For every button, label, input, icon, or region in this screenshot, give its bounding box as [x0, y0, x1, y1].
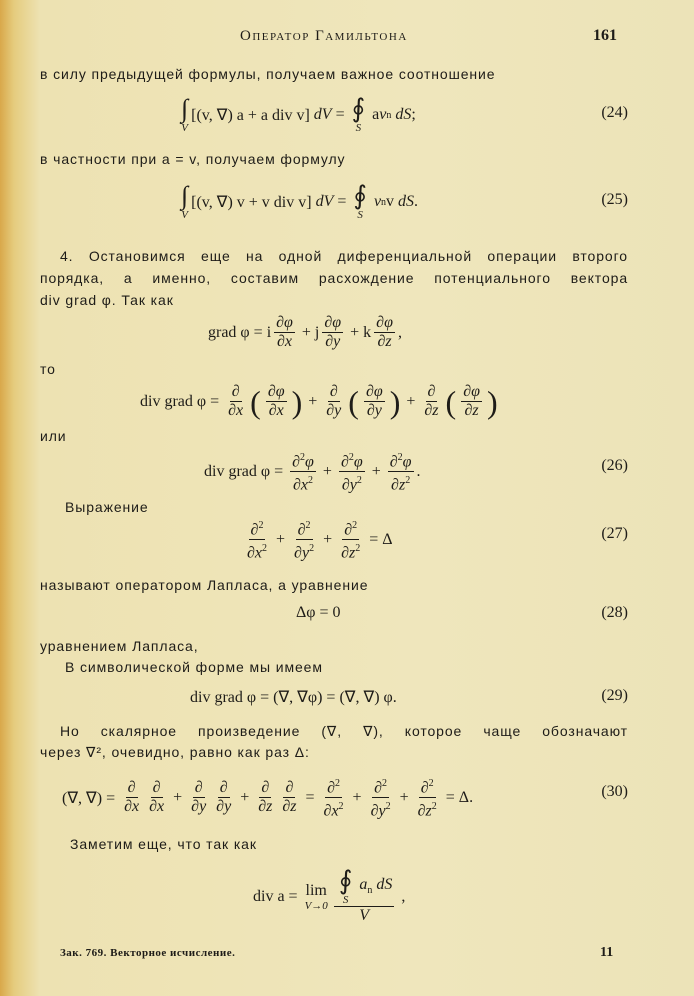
fraction-denominator: [339, 540, 362, 562]
integral-limit: S: [342, 894, 349, 906]
math-fraction: [290, 449, 316, 495]
math-variable: ∂: [194, 779, 203, 797]
math-text: .: [414, 193, 419, 210]
fraction-numerator: [374, 314, 395, 333]
fraction-denominator: [226, 402, 245, 420]
math-variable: ∂: [374, 779, 383, 797]
math-variable: ∂y: [366, 402, 382, 419]
math-text: + k: [346, 323, 372, 341]
equation-27: [242, 517, 393, 563]
math-text: ,: [397, 887, 406, 905]
paragraph-line: через ∇², очевидно, равно как раз Δ:: [40, 744, 310, 760]
math-variable: dS: [398, 193, 415, 210]
math-text: ;: [411, 106, 416, 123]
math-fraction: [274, 314, 295, 351]
math-superscript: 2: [431, 801, 437, 813]
text-line: Заметим еще, что так как: [70, 836, 257, 852]
fraction-numerator: [322, 314, 343, 333]
text-line: в силу предыдущей формулы, получаем важное соотношение: [40, 66, 496, 82]
math-superscript: 2: [397, 452, 403, 463]
paragraph-line: Но скалярное произведение (∇, ∇), которое чаще обозначают: [60, 723, 628, 739]
equation-number: (25): [601, 191, 628, 208]
math-superscript: 2: [334, 778, 340, 789]
math-superscript: 2: [308, 475, 314, 487]
limit: [305, 882, 328, 912]
math-variable: dV: [313, 106, 332, 123]
div-grad-equation: [140, 383, 500, 420]
math-superscript: 2: [258, 520, 264, 531]
math-fraction: [266, 383, 287, 420]
math-variable: ∂x: [124, 798, 140, 816]
math-variable: ∂y: [216, 798, 232, 816]
math-text: .: [416, 462, 421, 480]
fraction-numerator: [372, 775, 389, 798]
fraction-denominator: [463, 402, 481, 420]
math-fraction: [339, 517, 362, 563]
limit-subscript: V→0: [304, 899, 328, 912]
paragraph-line: 4. Остановимся еще на одной диференциальной операции второго: [60, 248, 628, 264]
math-superscript: 2: [338, 801, 344, 813]
math-parenthesis: ): [389, 383, 401, 420]
math-text: + j: [297, 323, 320, 341]
math-text: +: [367, 462, 385, 480]
math-variable: ∂: [340, 453, 349, 471]
math-variable: ∂φ: [324, 314, 342, 331]
math-fraction: [189, 779, 208, 816]
math-fraction: [322, 314, 343, 351]
math-fraction: [122, 779, 141, 816]
math-variable: ∂y: [370, 802, 386, 820]
fraction-denominator: [369, 798, 393, 820]
math-fraction: [245, 517, 269, 563]
fraction-numerator: [419, 775, 436, 798]
fraction-numerator: [249, 517, 266, 540]
integral-sign-icon: ∮: [353, 181, 367, 210]
fraction-numerator: [259, 779, 271, 798]
fraction-numerator: [325, 775, 342, 798]
fraction-numerator: [126, 779, 138, 798]
math-variable: ∂: [285, 779, 294, 797]
math-variable: ∂x: [228, 402, 244, 419]
integral-sign-icon: ∮: [338, 866, 353, 895]
fraction-denominator: [357, 907, 371, 925]
math-variable: ∂x: [268, 402, 284, 419]
running-header-title: Оператор Гамильтона: [240, 28, 408, 44]
fraction-numerator: [426, 383, 438, 402]
fraction-numerator: [339, 449, 365, 472]
math-fraction: [461, 383, 482, 420]
fraction-numerator: [334, 868, 395, 907]
fraction-numerator: [461, 383, 482, 402]
fraction-denominator: [147, 798, 166, 816]
math-variable: a: [359, 876, 368, 893]
math-fraction: [324, 383, 343, 420]
math-variable: ∂: [327, 779, 335, 797]
math-fraction: [334, 868, 395, 925]
math-text: +: [318, 462, 336, 480]
divergence-limit-equation: [253, 868, 405, 925]
text-line: то: [40, 361, 56, 377]
math-text: =: [333, 193, 351, 210]
math-variable: ∂φ: [376, 314, 393, 331]
math-text: ,: [397, 323, 402, 341]
math-variable: ∂: [297, 521, 306, 539]
math-variable: ∂φ: [267, 383, 285, 400]
math-fraction: [322, 775, 346, 821]
math-variable: ∂x: [293, 476, 309, 494]
integral-limit: V: [181, 209, 188, 221]
fraction-denominator: [292, 540, 316, 562]
math-variable: ∂: [127, 779, 136, 797]
math-text: =: [301, 788, 319, 806]
fraction-denominator: [291, 472, 315, 494]
math-superscript: 2: [382, 778, 388, 789]
signature-number: 11: [600, 945, 614, 960]
math-text: +: [236, 788, 254, 806]
math-variable: v: [379, 106, 387, 123]
math-variable: ∂z: [417, 802, 432, 820]
text-line: в частности при a = v, получаем формулу: [40, 151, 346, 167]
paragraph-line: порядка, а именно, составим расхождение потенциального вектора: [40, 270, 628, 286]
fraction-numerator: [290, 449, 316, 472]
math-text: +: [304, 392, 322, 410]
fraction-numerator: [388, 449, 414, 472]
fraction-denominator: [189, 798, 208, 816]
math-fraction: [369, 775, 393, 821]
contour-integral: [339, 868, 353, 906]
fraction-denominator: [122, 798, 141, 816]
fraction-denominator: [256, 798, 274, 816]
math-variable: ∂φ: [365, 383, 383, 400]
math-parenthesis: (: [250, 383, 261, 420]
fraction-denominator: [416, 798, 439, 820]
grad-equation: [208, 314, 402, 351]
fraction-denominator: [323, 333, 342, 351]
fraction-numerator: [283, 779, 295, 798]
text-line: В символической форме мы имеем: [65, 659, 323, 675]
equation-25: [178, 183, 418, 221]
math-fraction: [364, 383, 385, 420]
fraction-numerator: [364, 383, 385, 402]
math-text: +: [395, 788, 413, 806]
footer-signature: Зак. 769. Векторное исчисление.: [60, 947, 236, 959]
math-variable: φ: [305, 453, 314, 471]
equation-number: (27): [601, 525, 628, 542]
math-text: div grad φ =: [140, 392, 224, 410]
math-variable: ∂: [427, 383, 436, 400]
integral: [181, 96, 188, 134]
fraction-numerator: [296, 517, 313, 540]
integral-sign-icon: ∮: [351, 94, 366, 123]
math-subscript: n: [381, 196, 387, 208]
math-superscript: 2: [262, 543, 268, 555]
equation-29: [190, 687, 397, 707]
equation-number: (30): [601, 783, 628, 800]
math-parenthesis: ): [291, 383, 303, 420]
text-line: уравнением Лапласа,: [40, 638, 199, 654]
integral-limit: V: [181, 122, 188, 134]
math-text: grad φ = i: [208, 323, 272, 341]
math-variable: ∂z: [424, 402, 439, 419]
math-fraction: [339, 449, 365, 495]
math-text: (∇, ∇) =: [62, 789, 120, 807]
fraction-numerator: [218, 779, 230, 798]
integral-sign-icon: ∫: [181, 181, 189, 210]
fraction-denominator: [324, 402, 343, 420]
paragraph-line: div grad φ. Так как: [40, 292, 174, 308]
math-fraction: [416, 775, 439, 821]
math-variable: ∂z: [377, 333, 392, 350]
fraction-denominator: [214, 798, 233, 816]
integral-sign-icon: ∫: [181, 94, 189, 123]
equation-number: (26): [601, 457, 628, 474]
math-fraction: [374, 314, 395, 351]
math-text: div a =: [253, 887, 302, 905]
math-variable: ∂: [344, 521, 353, 539]
fraction-denominator: [275, 333, 294, 351]
math-variable: ∂z: [391, 476, 406, 494]
math-fraction: [292, 517, 316, 563]
math-text: =: [331, 106, 349, 123]
integral-limit: S: [355, 122, 362, 134]
math-text: +: [402, 392, 420, 410]
integral-limit: S: [357, 209, 363, 221]
math-variable: ∂: [329, 383, 338, 400]
math-text: = Δ: [365, 530, 393, 548]
equation-30: [62, 775, 473, 821]
math-superscript: 2: [385, 801, 391, 813]
math-variable: ∂y: [191, 798, 207, 816]
math-text: div grad φ =: [204, 462, 288, 480]
fraction-denominator: [267, 402, 286, 420]
fraction-numerator: [274, 314, 295, 333]
math-variable: ∂: [152, 779, 161, 797]
math-subscript: n: [386, 109, 392, 121]
fraction-denominator: [322, 798, 346, 820]
math-variable: ∂: [219, 779, 228, 797]
math-variable: dS: [395, 106, 412, 123]
equation-24: [178, 96, 416, 134]
math-variable: ∂: [261, 779, 270, 797]
math-variable: ∂z: [464, 402, 479, 419]
math-superscript: 2: [355, 543, 361, 555]
math-superscript: 2: [348, 452, 354, 463]
math-superscript: 2: [356, 475, 362, 487]
math-fraction: [226, 383, 245, 420]
fraction-numerator: [328, 383, 340, 402]
text-line: называют оператором Лапласа, а уравнение: [40, 577, 369, 593]
math-superscript: 2: [309, 543, 315, 555]
math-text: +: [169, 788, 187, 806]
math-text: [(v, ∇) v + v div v]: [191, 194, 316, 211]
math-text: [(v, ∇) a + a div v]: [191, 107, 314, 124]
page-number: 161: [593, 27, 617, 44]
math-fraction: [147, 779, 166, 816]
fraction-denominator: [365, 402, 384, 420]
math-parenthesis: ): [486, 383, 498, 420]
math-superscript: 2: [300, 452, 306, 463]
equation-number: (24): [601, 104, 628, 121]
math-variable: ∂z: [258, 798, 273, 816]
math-variable: ∂: [420, 779, 429, 797]
math-variable: ∂y: [325, 333, 341, 350]
math-variable: ∂y: [326, 402, 342, 419]
math-text: +: [319, 530, 337, 548]
fraction-denominator: [340, 472, 364, 494]
math-variable: φ: [353, 453, 363, 471]
math-text: a: [368, 106, 380, 123]
math-variable: ∂: [292, 453, 301, 471]
math-parenthesis: (: [348, 383, 359, 420]
fraction-denominator: [389, 472, 412, 494]
math-superscript: 2: [405, 475, 411, 487]
math-text: +: [348, 788, 366, 806]
math-variable: ∂x: [247, 544, 263, 562]
fraction-numerator: [151, 779, 163, 798]
math-variable: ∂x: [277, 333, 293, 350]
math-fraction: [388, 449, 414, 495]
fraction-numerator: [193, 779, 205, 798]
math-variable: v: [373, 193, 382, 210]
math-variable: ∂y: [294, 544, 310, 562]
fraction-denominator: [280, 798, 298, 816]
math-variable: dV: [315, 193, 334, 210]
math-variable: ∂: [250, 521, 259, 539]
fraction-denominator: [422, 402, 440, 420]
equation-number: (29): [601, 687, 628, 704]
contour-integral: [353, 183, 367, 221]
math-superscript: 2: [305, 520, 311, 531]
math-fraction: [422, 383, 440, 420]
fraction-numerator: [230, 383, 242, 402]
math-variable: φ: [402, 453, 412, 471]
text-line: Выражение: [65, 499, 149, 515]
math-variable: ∂z: [341, 544, 356, 562]
text-line: или: [40, 428, 67, 444]
math-fraction: [214, 779, 233, 816]
equation-number: (28): [601, 604, 628, 621]
math-variable: dS: [376, 876, 393, 893]
fraction-denominator: [375, 333, 393, 351]
contour-integral: [352, 96, 366, 134]
limit-label: lim: [305, 881, 327, 899]
math-superscript: 2: [352, 520, 358, 531]
math-fraction: [256, 779, 274, 816]
fraction-denominator: [245, 540, 269, 562]
math-variable: ∂x: [149, 798, 165, 816]
equation-28: [296, 604, 341, 622]
math-superscript: 2: [428, 778, 434, 789]
math-text: = Δ.: [441, 788, 474, 806]
math-text: +: [272, 530, 290, 548]
math-variable: ∂z: [282, 798, 297, 816]
fraction-numerator: [266, 383, 287, 402]
math-variable: ∂φ: [463, 383, 480, 400]
math-text: div grad φ = (∇, ∇φ) = (∇, ∇) φ.: [190, 689, 397, 706]
math-fraction: [280, 779, 298, 816]
integral: [181, 183, 188, 221]
math-variable: ∂: [231, 383, 240, 400]
math-variable: ∂: [389, 453, 398, 471]
math-variable: ∂x: [323, 802, 339, 820]
math-variable: ∂φ: [276, 314, 293, 331]
math-variable: V: [359, 907, 369, 924]
math-variable: ∂y: [341, 476, 357, 494]
math-parenthesis: (: [445, 383, 457, 420]
math-text: Δφ = 0: [296, 604, 341, 621]
fraction-numerator: [342, 517, 359, 540]
math-subscript: n: [367, 885, 373, 897]
equation-26: [204, 449, 421, 495]
math-text: v: [386, 193, 399, 210]
